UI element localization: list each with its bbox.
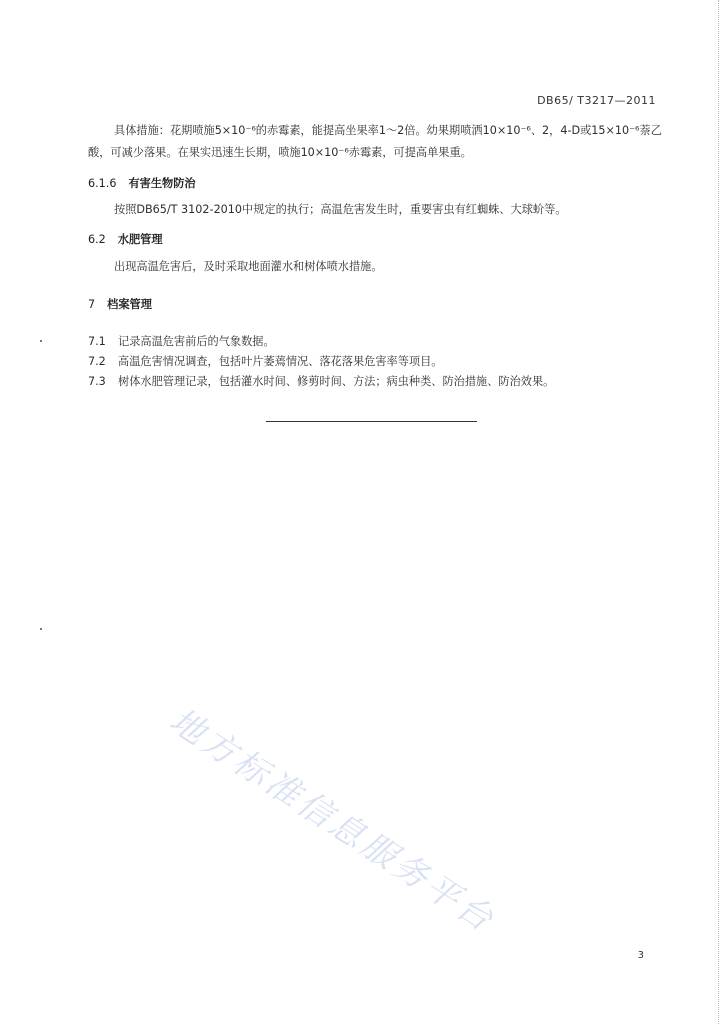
page-edge-right [718, 0, 719, 1024]
section-heading-7 [88, 296, 152, 312]
intro-paragraph: 具体措施：花期喷施5×10⁻⁶的赤霉素，能提高坐果率1～2倍。幼果期喷洒10×10⁻⁶、2，4-D或15×10⁻⁶萘乙酸，可减少落果。在果实迅速生长期，喷施10×10⁻⁶赤霉素，可提高单果重。 [88, 124, 662, 159]
section-number: 7 [88, 298, 96, 311]
scan-speck [40, 628, 42, 630]
section-number: 6.1.6 [88, 177, 117, 190]
document-code: DB65/ T3217—2011 [537, 94, 656, 107]
watermark: 地方标准信息服务平台 [162, 700, 503, 942]
section-heading-6-1-6 [88, 175, 196, 191]
list-item-7-1 [88, 333, 275, 349]
page-number: 3 [637, 950, 644, 961]
section-number: 6.2 [88, 233, 106, 246]
section-title: 档案管理 [107, 298, 152, 311]
list-item-7-3 [88, 373, 554, 389]
item-number: 7.3 [88, 375, 106, 388]
section-text-6-1-6: 按照DB65/T 3102-2010中规定的执行；高温危害发生时，重要害虫有红蜘蛛、大球蚧等。 [114, 203, 567, 216]
section-heading-6-2 [88, 231, 163, 247]
item-text: 记录高温危害前后的气象数据。 [118, 335, 275, 348]
list-item-7-2 [88, 353, 442, 369]
section-text-6-2: 出现高温危害后，及时采取地面灌水和树体喷水措施。 [114, 260, 383, 273]
item-text: 高温危害情况调查，包括叶片萎蔫情况、落花落果危害率等项目。 [118, 355, 443, 368]
item-number: 7.1 [88, 335, 106, 348]
end-rule [266, 421, 477, 422]
section-title: 水肥管理 [117, 233, 163, 246]
item-number: 7.2 [88, 355, 106, 368]
scan-speck [40, 340, 42, 342]
item-text: 树体水肥管理记录，包括灌水时间、修剪时间、方法；病虫种类、防治措施、防治效果。 [118, 375, 555, 388]
section-title: 有害生物防治 [128, 177, 196, 190]
